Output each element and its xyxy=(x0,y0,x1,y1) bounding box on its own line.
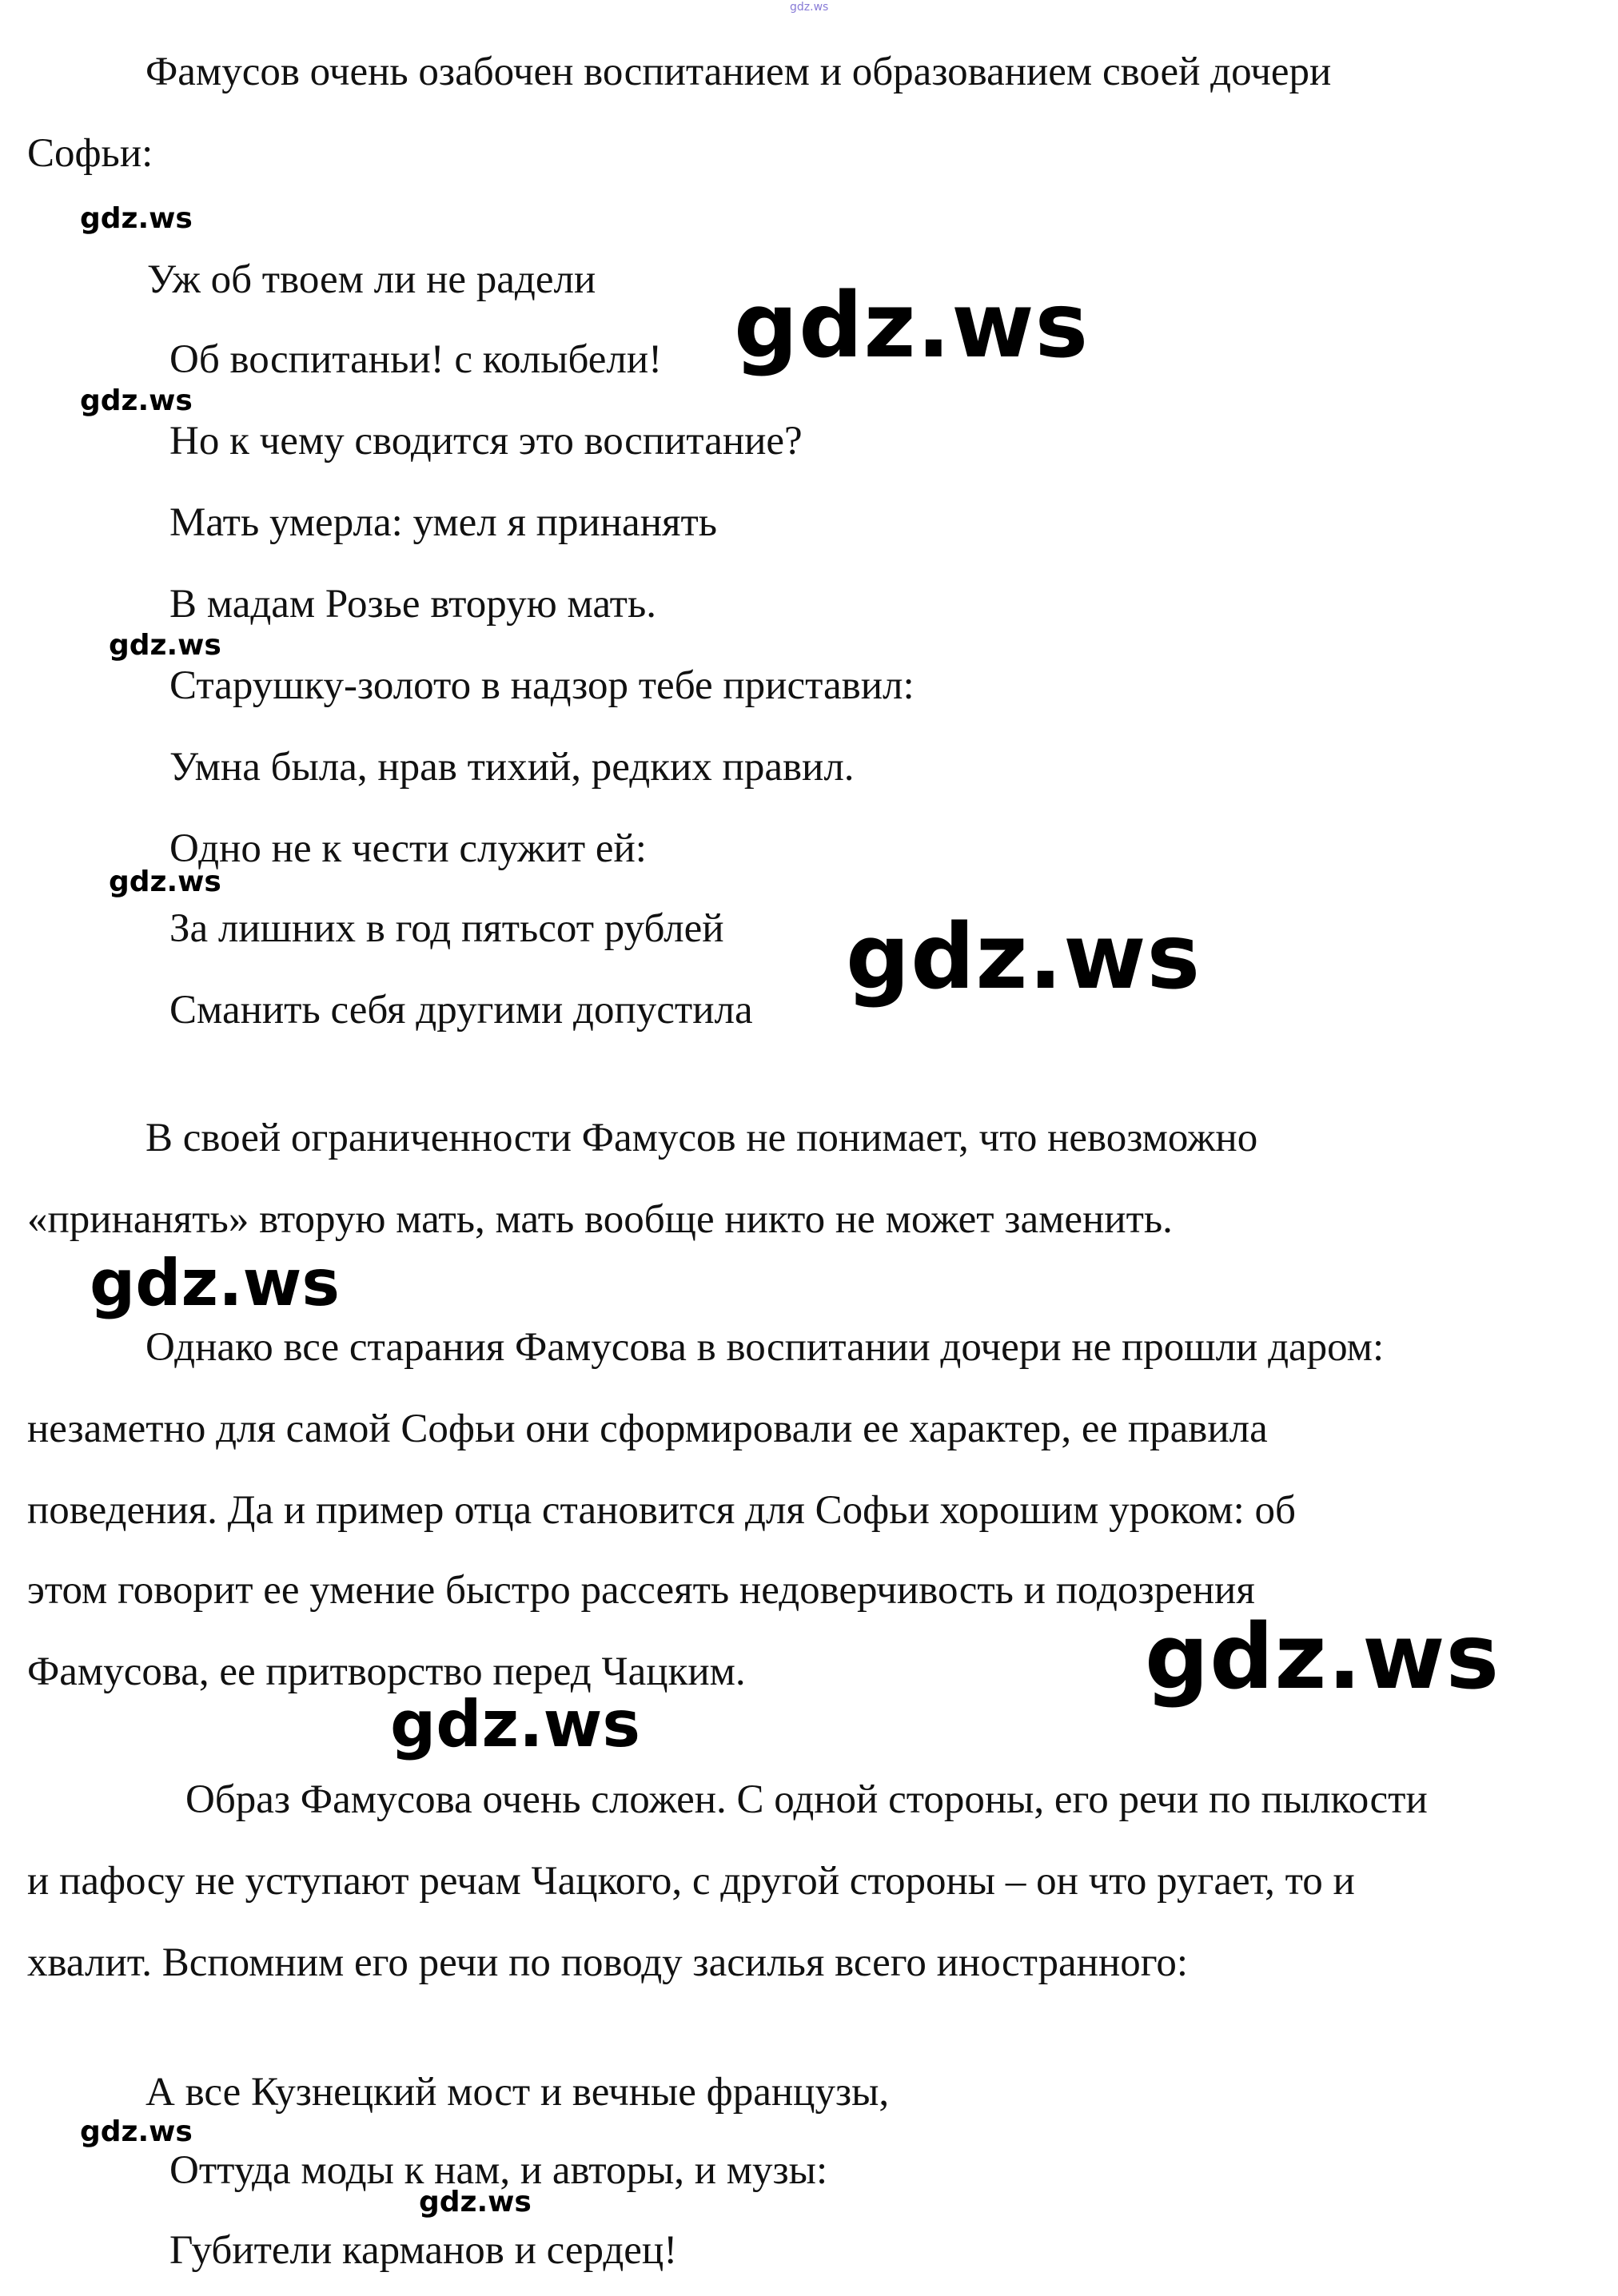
watermark: gdz.ws xyxy=(419,2186,532,2218)
quote-line: Оттуда моды к нам, и авторы, и музы: xyxy=(169,2148,828,2193)
paragraph-line: Фамусова, ее притворство перед Чацким. xyxy=(27,1649,746,1694)
watermark: gdz.ws xyxy=(109,629,221,662)
quote-line: За лишних в год пятьсот рублей xyxy=(169,906,724,951)
quote-line: Уж об твоем ли не радели xyxy=(147,257,596,302)
watermark: gdz.ws xyxy=(80,2115,193,2148)
quote-line: Сманить себя другими допустила xyxy=(169,988,753,1033)
watermark: gdz.ws xyxy=(1145,1606,1500,1709)
paragraph-line: хвалит. Вспомним его речи по поводу засилья всего иностранного: xyxy=(27,1940,1189,1985)
paragraph-line: и пафосу не уступают речам Чацкого, с другой стороны – он что ругает, то и xyxy=(27,1859,1355,1904)
watermark: gdz.ws xyxy=(80,384,193,417)
quote-line: Губители карманов и сердец! xyxy=(169,2228,678,2273)
watermark: gdz.ws xyxy=(734,274,1090,378)
watermark-top: gdz.ws xyxy=(790,1,829,14)
quote-line: Умна была, нрав тихий, редких правил. xyxy=(169,745,855,790)
watermark: gdz.ws xyxy=(90,1246,341,1320)
quote-line: Но к чему сводится это воспитание? xyxy=(169,419,803,464)
paragraph-line: В своей ограниченности Фамусов не понимает, что невозможно xyxy=(145,1116,1258,1160)
paragraph-line: «принанять» вторую мать, мать вообще никто не может заменить. xyxy=(27,1197,1173,1242)
watermark: gdz.ws xyxy=(390,1687,641,1761)
paragraph-line: Софьи: xyxy=(27,131,153,176)
quote-line: А все Кузнецкий мост и вечные французы, xyxy=(145,2070,890,2115)
quote-line: Мать умерла: умел я принанять xyxy=(169,500,717,545)
quote-line: Одно не к чести служит ей: xyxy=(169,826,647,871)
paragraph-line: Образ Фамусова очень сложен. С одной стороны, его речи по пылкости xyxy=(185,1777,1428,1822)
watermark: gdz.ws xyxy=(109,865,221,898)
paragraph-line: этом говорит ее умение быстро рассеять недоверчивость и подозрения xyxy=(27,1568,1255,1613)
paragraph-line: поведения. Да и пример отца становится для Софьи хорошим уроком: об xyxy=(27,1488,1297,1533)
quote-line: Старушку-золото в надзор тебе приставил: xyxy=(169,663,915,708)
watermark: gdz.ws xyxy=(80,202,193,235)
quote-line: В мадам Розье вторую мать. xyxy=(169,582,656,627)
paragraph-line: Однако все старания Фамусова в воспитании дочери не прошли даром: xyxy=(145,1325,1385,1370)
paragraph-line: Фамусов очень озабочен воспитанием и образованием своей дочери xyxy=(145,50,1332,94)
paragraph-line: незаметно для самой Софьи они сформировали ее характер, ее правила xyxy=(27,1407,1268,1451)
quote-line: Об воспитаньи! с колыбели! xyxy=(169,337,663,382)
watermark: gdz.ws xyxy=(846,905,1202,1009)
